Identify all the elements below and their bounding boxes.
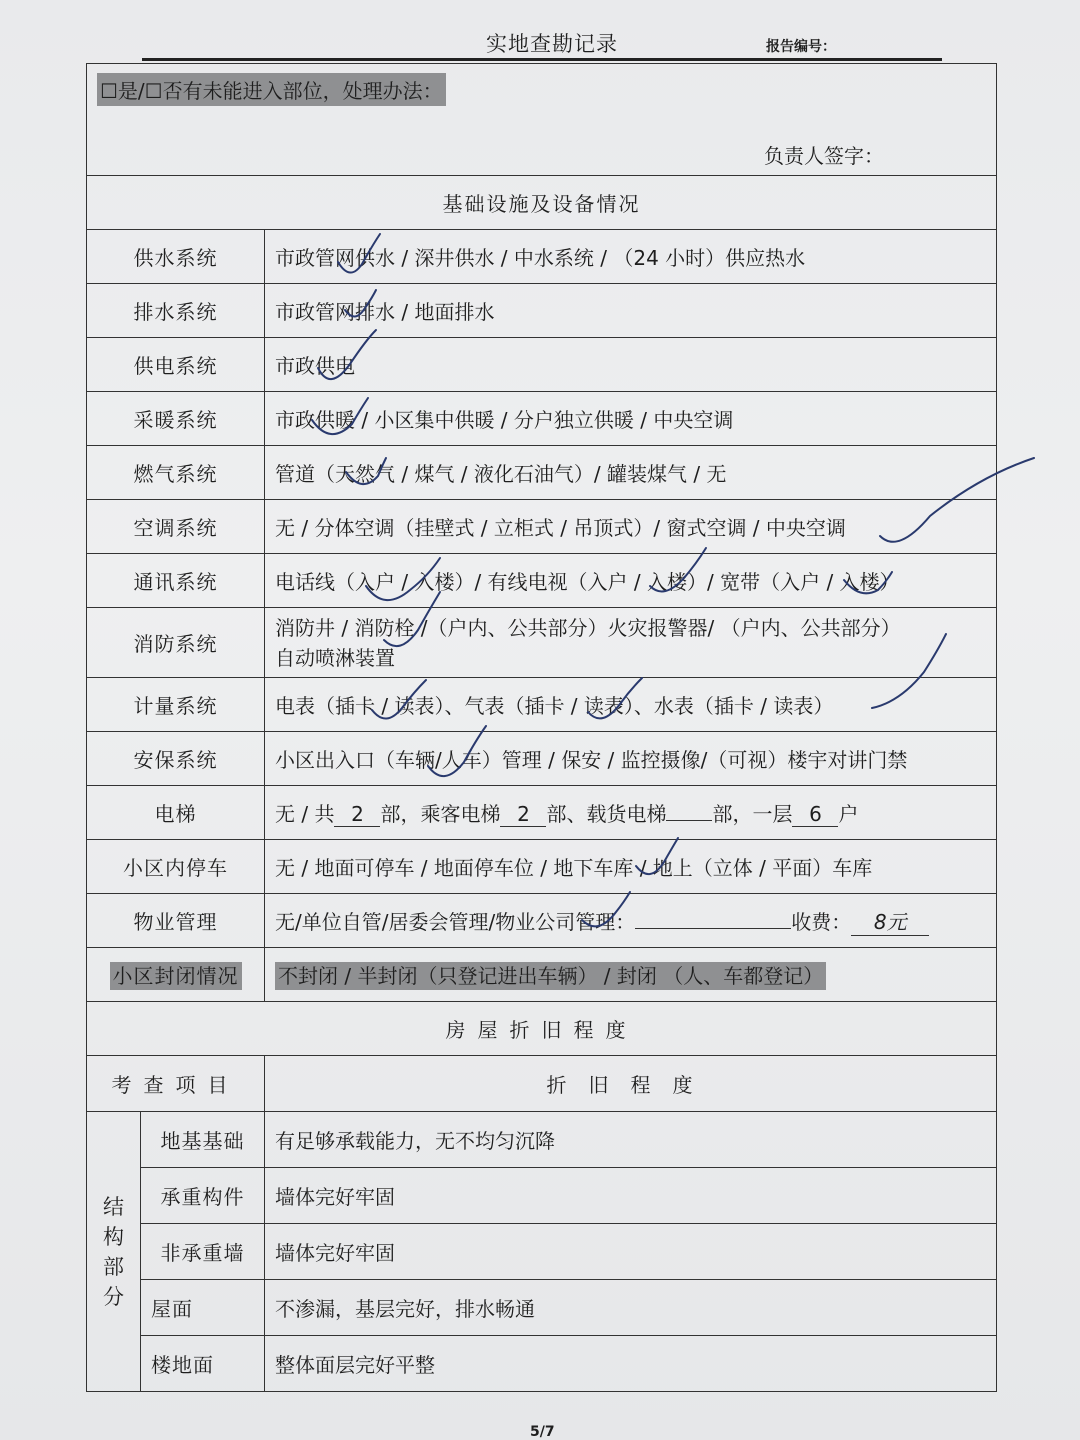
elevator-text: 部、载货电梯 xyxy=(546,802,667,826)
table-row-desc: 整体面层完好平整 xyxy=(265,1336,997,1392)
row-options xyxy=(265,608,997,678)
row-label: 消防系统 xyxy=(87,608,265,678)
row-label: 安保系统 xyxy=(87,732,265,786)
row-options: 市政供暖 / 小区集中供暖 / 分户独立供暖 / 中央空调 xyxy=(265,392,997,446)
row-options: 电话线（入户 / 入楼）/ 有线电视（入户 / 入楼）/ 宽带（入户 / 入楼） xyxy=(265,554,997,608)
header-rule xyxy=(142,58,942,61)
table-row-desc: 墙体完好牢固 xyxy=(265,1224,997,1280)
structure-group-label xyxy=(87,1112,141,1392)
table-row-item: 地基基础 xyxy=(141,1112,265,1168)
row-label: 计量系统 xyxy=(87,678,265,732)
row-options: 市政供电 xyxy=(265,338,997,392)
elevator-text: 无 / 共 xyxy=(275,802,335,826)
property-company-field xyxy=(635,928,791,929)
row-label: 供电系统 xyxy=(87,338,265,392)
row-options: 市政管网排水 / 地面排水 xyxy=(265,284,997,338)
elevator-label: 电梯 xyxy=(87,786,265,840)
access-question: ☐是/☐否有未能进入部位，处理办法： xyxy=(97,73,446,106)
table-row-desc: 不渗漏，基层完好，排水畅通 xyxy=(265,1280,997,1336)
row-label: 排水系统 xyxy=(87,284,265,338)
elevator-text: 部，一层 xyxy=(712,802,793,826)
survey-form xyxy=(86,63,997,1392)
table-row-desc: 墙体完好牢固 xyxy=(265,1168,997,1224)
row-options-line1: 消防井 / 消防栓 /（户内、公共部分）火灾报警器/ （户内、公共部分） xyxy=(275,615,901,640)
cargo-elevator-field xyxy=(666,820,712,821)
row-label: 空调系统 xyxy=(87,500,265,554)
closure-label xyxy=(87,948,265,1002)
row-options-line2: 自动喷淋装置 xyxy=(275,645,395,670)
row-options: 电表（插卡 / 读表）、气表（插卡 / 读表）、水表（插卡 / 读表） xyxy=(265,678,997,732)
property-options xyxy=(265,894,997,948)
row-options: 小区出入口（车辆/人车）管理 / 保安 / 监控摄像/（可视）楼宇对讲门禁 xyxy=(265,732,997,786)
signature-label: 负责人签字： xyxy=(764,143,885,168)
row-options: 管道（天然气 / 煤气 / 液化石油气）/ 罐装煤气 / 无 xyxy=(265,446,997,500)
units-per-floor-field: 6 xyxy=(792,802,838,827)
column-header-degree: 折旧程度 xyxy=(265,1056,997,1112)
passenger-elevator-field: 2 xyxy=(500,802,546,827)
report-number-label: 报告编号： xyxy=(766,39,836,55)
page-title: 实地查勘记录 xyxy=(486,32,618,56)
property-text: 无/单位自管/居委会管理/物业公司管理： xyxy=(275,909,636,934)
elevator-total-field: 2 xyxy=(334,802,380,827)
access-note-box xyxy=(87,64,997,176)
row-label: 供水系统 xyxy=(87,230,265,284)
structure-group-text: 结构部分 xyxy=(103,1194,124,1309)
fee-label: 收费： xyxy=(791,909,852,934)
table-row-item: 承重构件 xyxy=(141,1168,265,1224)
column-header-item: 考查项目 xyxy=(87,1056,265,1112)
table-row-item: 非承重墙 xyxy=(141,1224,265,1280)
section-title-depreciation: 房屋折旧程度 xyxy=(87,1002,997,1056)
table-row-item: 楼地面 xyxy=(141,1336,265,1392)
row-label: 采暖系统 xyxy=(87,392,265,446)
closure-label-text: 小区封闭情况 xyxy=(110,962,242,990)
table-row-item: 屋面 xyxy=(141,1280,265,1336)
closure-options-text: 不封闭 / 半封闭（只登记进出车辆） / 封闭 （人、车都登记） xyxy=(275,962,826,990)
property-label: 物业管理 xyxy=(87,894,265,948)
elevator-options xyxy=(265,786,997,840)
parking-options: 无 / 地面可停车 / 地面停车位 / 地下车库 / 地上（立体 / 平面）车库 xyxy=(265,840,997,894)
parking-label: 小区内停车 xyxy=(87,840,265,894)
elevator-text: 户 xyxy=(838,802,859,826)
row-options: 无 / 分体空调（挂壁式 / 立柜式 / 吊顶式）/ 窗式空调 / 中央空调 xyxy=(265,500,997,554)
page-number: 5/7 xyxy=(530,1424,555,1440)
row-options: 市政管网供水 / 深井供水 / 中水系统 / （24 小时）供应热水 xyxy=(265,230,997,284)
closure-options xyxy=(265,948,997,1002)
section-title-facilities: 基础设施及设备情况 xyxy=(87,176,997,230)
row-label: 通讯系统 xyxy=(87,554,265,608)
elevator-text: 部，乘客电梯 xyxy=(380,802,501,826)
row-label: 燃气系统 xyxy=(87,446,265,500)
table-row-desc: 有足够承载能力，无不均匀沉降 xyxy=(265,1112,997,1168)
fee-field: 8元 xyxy=(851,906,929,936)
